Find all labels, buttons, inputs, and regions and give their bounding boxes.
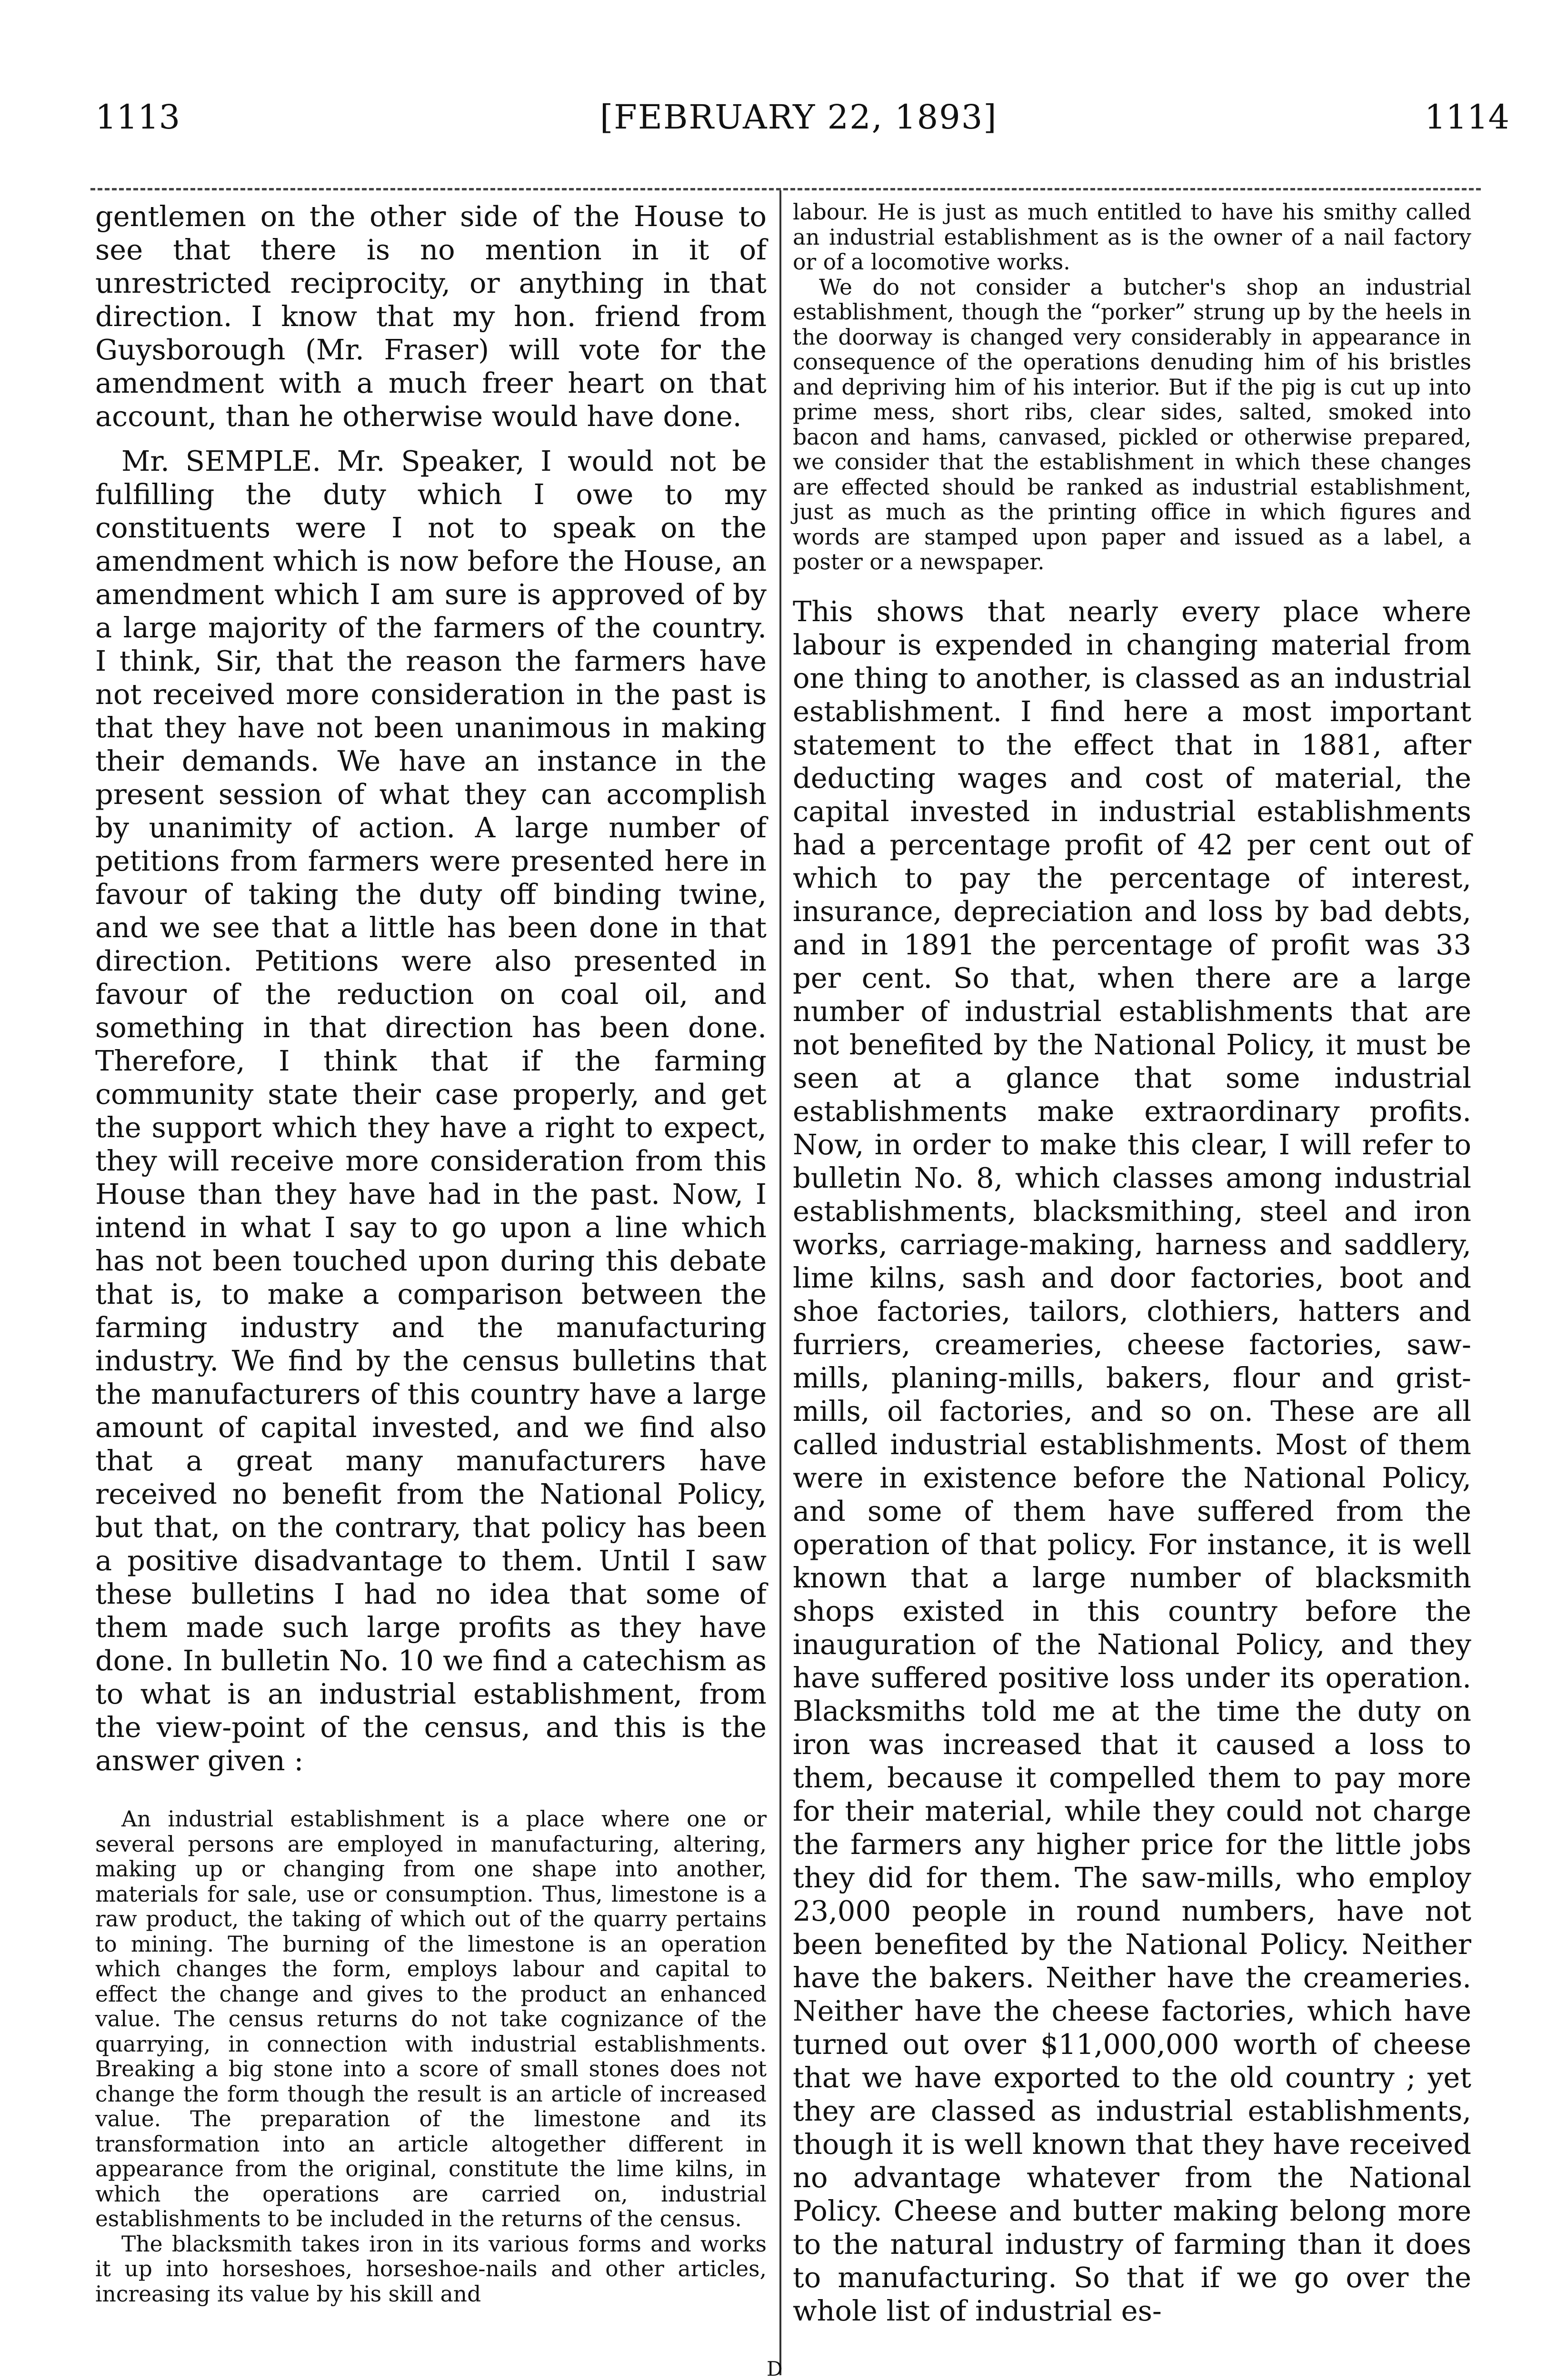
right-column [793,200,1471,2328]
paragraph-semple-speech: Mr. SEMPLE. Mr. Speaker, I would not be fulfilling the duty which I owe to my constituents were I not to speak on the amendment which is now before the House, an amendment which I am sure is approved of by a large majority of the farmers of the country. I think, Sir, that the reason the farmers have not received more consideration in the past is that they have not been unanimous in making their demands. We have an instance in the present session of what they can accomplish by unanimity of action. A large number of petitions from farmers were presented here in favour of taking the duty off binding twine, and we see that a little has been done in that direction. Petitions were also presented in favour of the reduction on coal oil, and something in that direction has been done. Therefore, I think that if the farming community state their case properly, and get the support which they have a right to expect, they will receive more consideration from this House than they have had in the past. Now, I intend in what I say to go upon a line which has not been touched upon during this debate that is, to make a comparison between the farming industry and the manufacturing industry. We find by the census bulletins that the manufacturers of this country have a large amount of capital invested, and we find also that a great many manufacturers have received no benefit from the National Policy, but that, on the contrary, that policy has been a positive disadvantage to them. Until I saw these bulletins I had no idea that some of them made such large profits as they have done. In bulletin No. 10 we find a catechism as to what is an industrial establishment, from the view-point of the census, and this is the answer given : [95,445,767,1777]
quote-paragraph: The blacksmith takes iron in its various forms and works it up into horseshoes, horseshoe-nails and other articles, increasing its value by his skill and [95,2231,767,2307]
paragraph-continuation: gentlemen on the other side of the House to see that there is no mention in it of unrestricted reciprocity, or anything in that direction. I know that my hon. friend from Guysborough (Mr. Fraser) will vote for the amendment with a much freer heart on that account, than he otherwise would have done. [95,200,767,433]
page-number-left: 1113 [95,98,180,137]
census-quote-continued [793,200,1471,575]
column-divider [779,190,781,2375]
quote-paragraph: labour. He is just as much entitled to have his smithy called an industrial establishment as is the owner of a nail factory or of a locomotive works. [793,199,1471,275]
signature-mark: D [767,2357,783,2380]
page-date: [FEBRUARY 22, 1893] [600,98,998,137]
census-quote [95,1807,767,2307]
page-header [95,98,1509,150]
quote-paragraph: An industrial establishment is a place where one or several persons are employed in manufacturing, altering, making up or changing from one shape into another, materials for sale, use or consumption. Thus, limestone is a raw product, the taking of which out of the quarry pertains to mining. The burning of the limestone is an operation which changes the form, employs labour and capital to effect the change and gives to the product an enhanced value. The census returns do not take cognizance of the quarrying, in connection with industrial establishments. Breaking a big stone into a score of small stones does not change the form though the result is an article of increased value. The preparation of the limestone and its transformation into an article altogether different in appearance from the original, constitute the lime kilns, in which the operations are carried on, industrial establishments to be included in the returns of the census. [95,1806,767,2231]
left-column [95,200,767,2307]
page-number-right: 1114 [1424,98,1509,137]
paragraph-industrial-establishments: This shows that nearly every place where labour is expended in changing material from one thing to another, is classed as an industrial establishment. I find here a most important statement to the effect that in 1881, after deducting wages and cost of material, the capital invested in industrial establishments had a percentage profit of 42 per cent out of which to pay the percentage of interest, insurance, depreciation and loss by bad debts, and in 1891 the percentage of profit was 33 per cent. So that, when there are a large number of industrial establishments that are not benefited by the National Policy, it must be seen at a glance that some industrial establishments make extraordinary profits. Now, in order to make this clear, I will refer to bulletin No. 8, which classes among industrial establishments, blacksmithing, steel and iron works, carriage-making, harness and saddlery, lime kilns, sash and door factories, boot and shoe factories, tailors, clothiers, hatters and furriers, creameries, cheese factories, saw-mills, planing-mills, bakers, flour and grist-mills, oil factories, and so on. These are all called industrial establishments. Most of them were in existence before the National Policy, and some of them have suffered from the operation of that policy. For instance, it is well known that a large number of blacksmith shops existed in this country before the inauguration of the National Policy, and they have suffered positive loss under its operation. Blacksmiths told me at the time the duty on iron was increased that it caused a loss to them, because it compelled them to pay more for their material, while they could not charge the farmers any higher price for the little jobs they did for them. The saw-mills, who employ 23,000 people in round numbers, have not been benefited by the National Policy. Neither have the bakers. Neither have the creameries. Neither have the cheese factories, which have turned out over $11,000,000 worth of cheese that we have exported to the old country ; yet they are classed as industrial establishments, though it is well known that they have received no advantage whatever from the National Policy. Cheese and butter making belong more to the natural industry of farming than it does to manufacturing. So that if we go over the whole list of industrial es- [793,595,1471,2327]
quote-paragraph: We do not consider a butcher's shop an industrial establishment, though the “porker” strung up by the heels in the doorway is changed very considerably in appearance in consequence of the operations denuding him of his bristles and depriving him of his interior. But if the pig is cut up into prime mess, short ribs, clear sides, salted, smoked into bacon and hams, canvased, pickled or otherwise prepared, we consider that the establishment in which these changes are effected should be ranked as industrial establishment, just as much as the printing office in which figures and words are stamped upon paper and issued as a label, a poster or a newspaper. [793,274,1471,575]
header-rule [90,188,1481,190]
